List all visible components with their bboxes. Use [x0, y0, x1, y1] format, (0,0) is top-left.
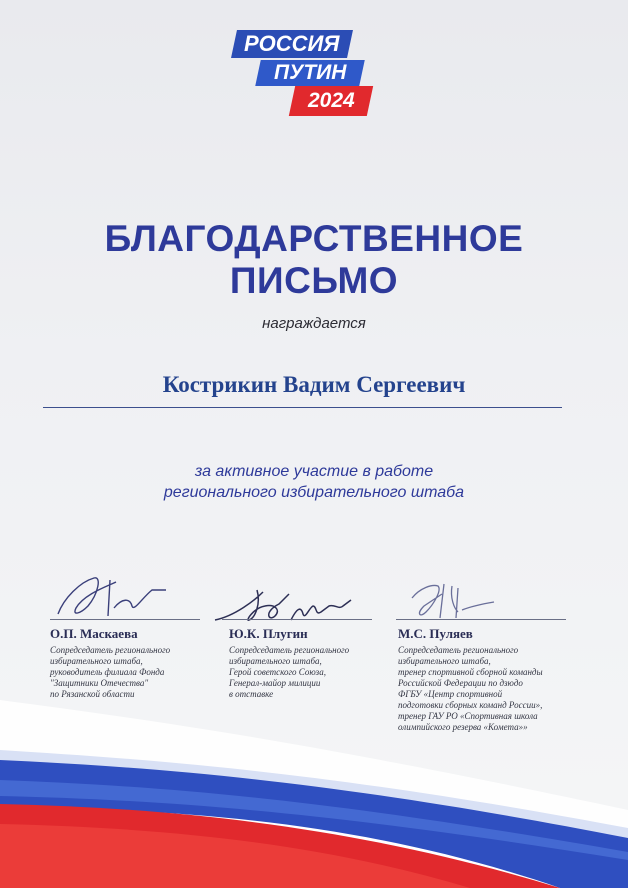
- signer-name: О.П. Маскаева: [50, 626, 138, 641]
- award-reason-line2: регионального избирательного штаба: [163, 484, 465, 501]
- signer-name: М.С. Пуляев: [398, 626, 473, 641]
- logo-plate-year: 2024: [289, 86, 373, 116]
- signature-line-3: [396, 619, 566, 620]
- letter-title-line2: ПИСЬМО: [229, 260, 399, 301]
- signer-description: Сопредседатель регионального избирательного штаба, руководитель филиала Фонда "Защитники Отечества" по Рязанской области: [50, 645, 171, 699]
- signature-plugin: [205, 580, 355, 630]
- letter-title-line1: БЛАГОДАРСТВЕННОЕ: [104, 218, 524, 259]
- logo-plate-putin: ПУТИН: [255, 60, 365, 86]
- signer-name: Ю.К. Плугин: [229, 626, 308, 641]
- signer-maskaeva: [50, 626, 220, 700]
- signature-pulyaev: [402, 574, 502, 624]
- signature-line-1: [50, 619, 200, 620]
- signer-description: Сопредседатель регионального избирательного штаба, Герой советского Союза, Генерал-майор милиции в отставке: [229, 645, 350, 699]
- signer-plugin: [229, 626, 399, 700]
- award-reason: [0, 461, 628, 503]
- recipient-name: Кострикин Вадим Сергеевич: [162, 372, 466, 397]
- campaign-logo: [226, 28, 376, 118]
- recipient-underline: [43, 407, 562, 408]
- logo-plate-russia: РОССИЯ: [231, 30, 353, 58]
- signer-description: Сопредседатель регионального избирательного штаба, тренер спортивной сборной команды Российской Федерации по дзюдо ФГБУ «Центр спортивной подготовки сборных команд России», тренер ГАУ РО «Спортивная школа олимпийского резерва «Комета»»: [398, 645, 543, 732]
- signature-line-2: [222, 619, 372, 620]
- flag-wave-decoration: [0, 700, 628, 888]
- awarded-label: награждается: [262, 315, 366, 332]
- award-reason-line1: за активное участие в работе: [194, 463, 434, 480]
